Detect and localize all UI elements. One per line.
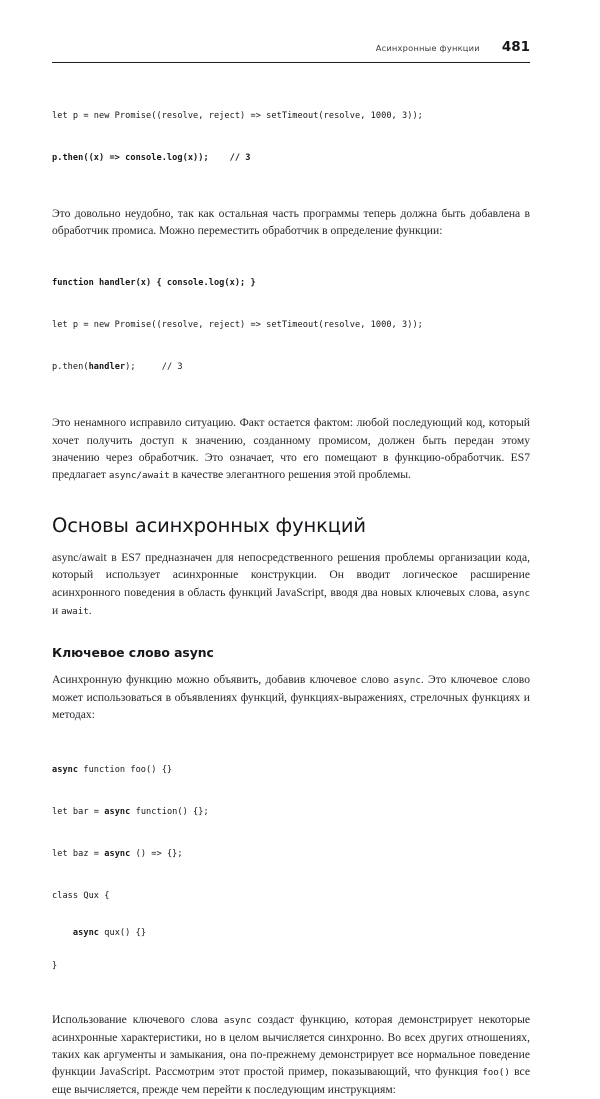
code-line	[52, 801, 530, 823]
inline-code-async: async	[502, 587, 530, 599]
paragraph-3-text-b: и	[52, 603, 62, 617]
code-seg: function foo() {}	[78, 764, 173, 775]
spacer	[52, 620, 530, 644]
running-head	[52, 41, 530, 55]
paragraph-1	[52, 205, 530, 239]
subsection-heading: Ключевое слово async	[52, 645, 214, 661]
code-line	[52, 843, 530, 865]
code-line: let p = new Promise((resolve, reject) => setTimeout(resolve, 1000, 3));	[52, 111, 423, 121]
paragraph-1-text: Это довольно неудобно, так как остальная часть программы теперь должна быть добавлена в обработчик промиса. Можно переместить обработчик в определение функции:	[52, 207, 530, 238]
inline-code-foo: foo()	[482, 1067, 510, 1079]
spacer	[52, 994, 530, 1011]
code-line: }	[52, 961, 58, 972]
code-line	[52, 356, 530, 378]
paragraph-4-text-b: . Это ключевое слово может использоваться в объявлениях функций, функциях-выражениях, стрелочных функциях и методах:	[52, 673, 530, 722]
code-seg: let baz =	[52, 848, 105, 859]
paragraph-5	[52, 1011, 530, 1099]
code-block-3	[52, 737, 530, 994]
spacer	[52, 239, 530, 252]
spacer	[52, 189, 530, 205]
inline-code-await: await	[61, 605, 89, 617]
code-block-2	[52, 252, 530, 398]
paragraph-5-text-b: создаст функцию, которая демонстрирует некоторые асинхронные характеристики, но в целом вычисляется синхронно. Во всех других отношениях, таких как аргументы и замыкания, она по-прежнему демонстрирует все нормальное поведение функции JavaScript. Рассмотрим этот простой пример, показывающий, что функция	[52, 1012, 531, 1079]
page-number: 481	[501, 39, 530, 55]
code-line	[52, 147, 530, 169]
paragraph-2-text-b: в качестве элегантного решения этой проблемы.	[169, 468, 411, 482]
inline-code-async-await: async/await	[108, 470, 170, 482]
paragraph-5-text-c: все еще вычисляется, прежде чем перейти к последующим инструкциям:	[52, 1065, 530, 1097]
paragraph-4	[52, 671, 530, 724]
code-line-bold: function handler(x) { console.log(x); }	[52, 278, 256, 289]
code-line	[52, 927, 530, 941]
inline-code-async: async	[393, 675, 421, 687]
page-content	[52, 82, 530, 1099]
code-seg: function() {};	[130, 806, 209, 817]
code-line	[52, 272, 530, 294]
code-seg: () => {};	[130, 848, 183, 859]
running-head-title: Асинхронные функции	[375, 43, 480, 53]
code-block-1	[52, 82, 530, 189]
paragraph-3-text-c: .	[88, 603, 92, 617]
code-line-bold: p.then((x) => console.log(x)); // 3	[52, 153, 251, 163]
spacer	[52, 484, 530, 514]
paragraph-3	[52, 549, 530, 620]
header-rule	[52, 62, 530, 63]
spacer	[52, 661, 530, 671]
code-indent	[52, 928, 73, 938]
inline-code-async: async	[223, 1014, 252, 1026]
spacer	[52, 538, 530, 549]
code-seg-bold: async	[52, 764, 79, 775]
code-line: class Qux {	[52, 890, 110, 901]
spacer	[52, 724, 530, 737]
code-line	[52, 759, 530, 781]
code-seg-bold: async	[104, 848, 131, 859]
code-seg: let bar =	[52, 806, 105, 817]
section-heading: Основы асинхронных функций	[52, 514, 366, 538]
code-seg: qux() {}	[99, 927, 147, 938]
code-line: let p = new Promise((resolve, reject) => setTimeout(resolve, 1000, 3));	[52, 320, 423, 331]
paragraph-2	[52, 414, 530, 484]
paragraph-3-text-a: async/await в ES7 предназначен для непосредственного решения проблемы организации кода, который использует асинхронные конструкции. Он вводит логическое расширение асинхронного поведения в область функций JavaScript, вводя два новых ключевых слова,	[52, 551, 530, 599]
code-seg: ); // 3	[125, 362, 183, 373]
paragraph-4-text-a: Асинхронную функцию можно объявить, добавив ключевое слово	[52, 673, 394, 687]
code-seg-bold: async	[104, 806, 131, 817]
paragraph-5-text-a: Использование ключевого слова	[52, 1012, 224, 1026]
paragraph-2-text-a: Это ненамного исправило ситуацию. Факт остается фактом: любой последующий код, который хочет получить доступ к значению, созданному промисом, должен быть передан этому значению через обработчик. Это означает, что его помещают в функцию-обработчик. ES7 предлагает	[52, 416, 530, 482]
code-seg: p.then(	[52, 362, 89, 373]
code-seg-bold: async	[72, 927, 100, 938]
spacer	[52, 398, 530, 414]
code-seg-bold: handler	[88, 362, 126, 373]
